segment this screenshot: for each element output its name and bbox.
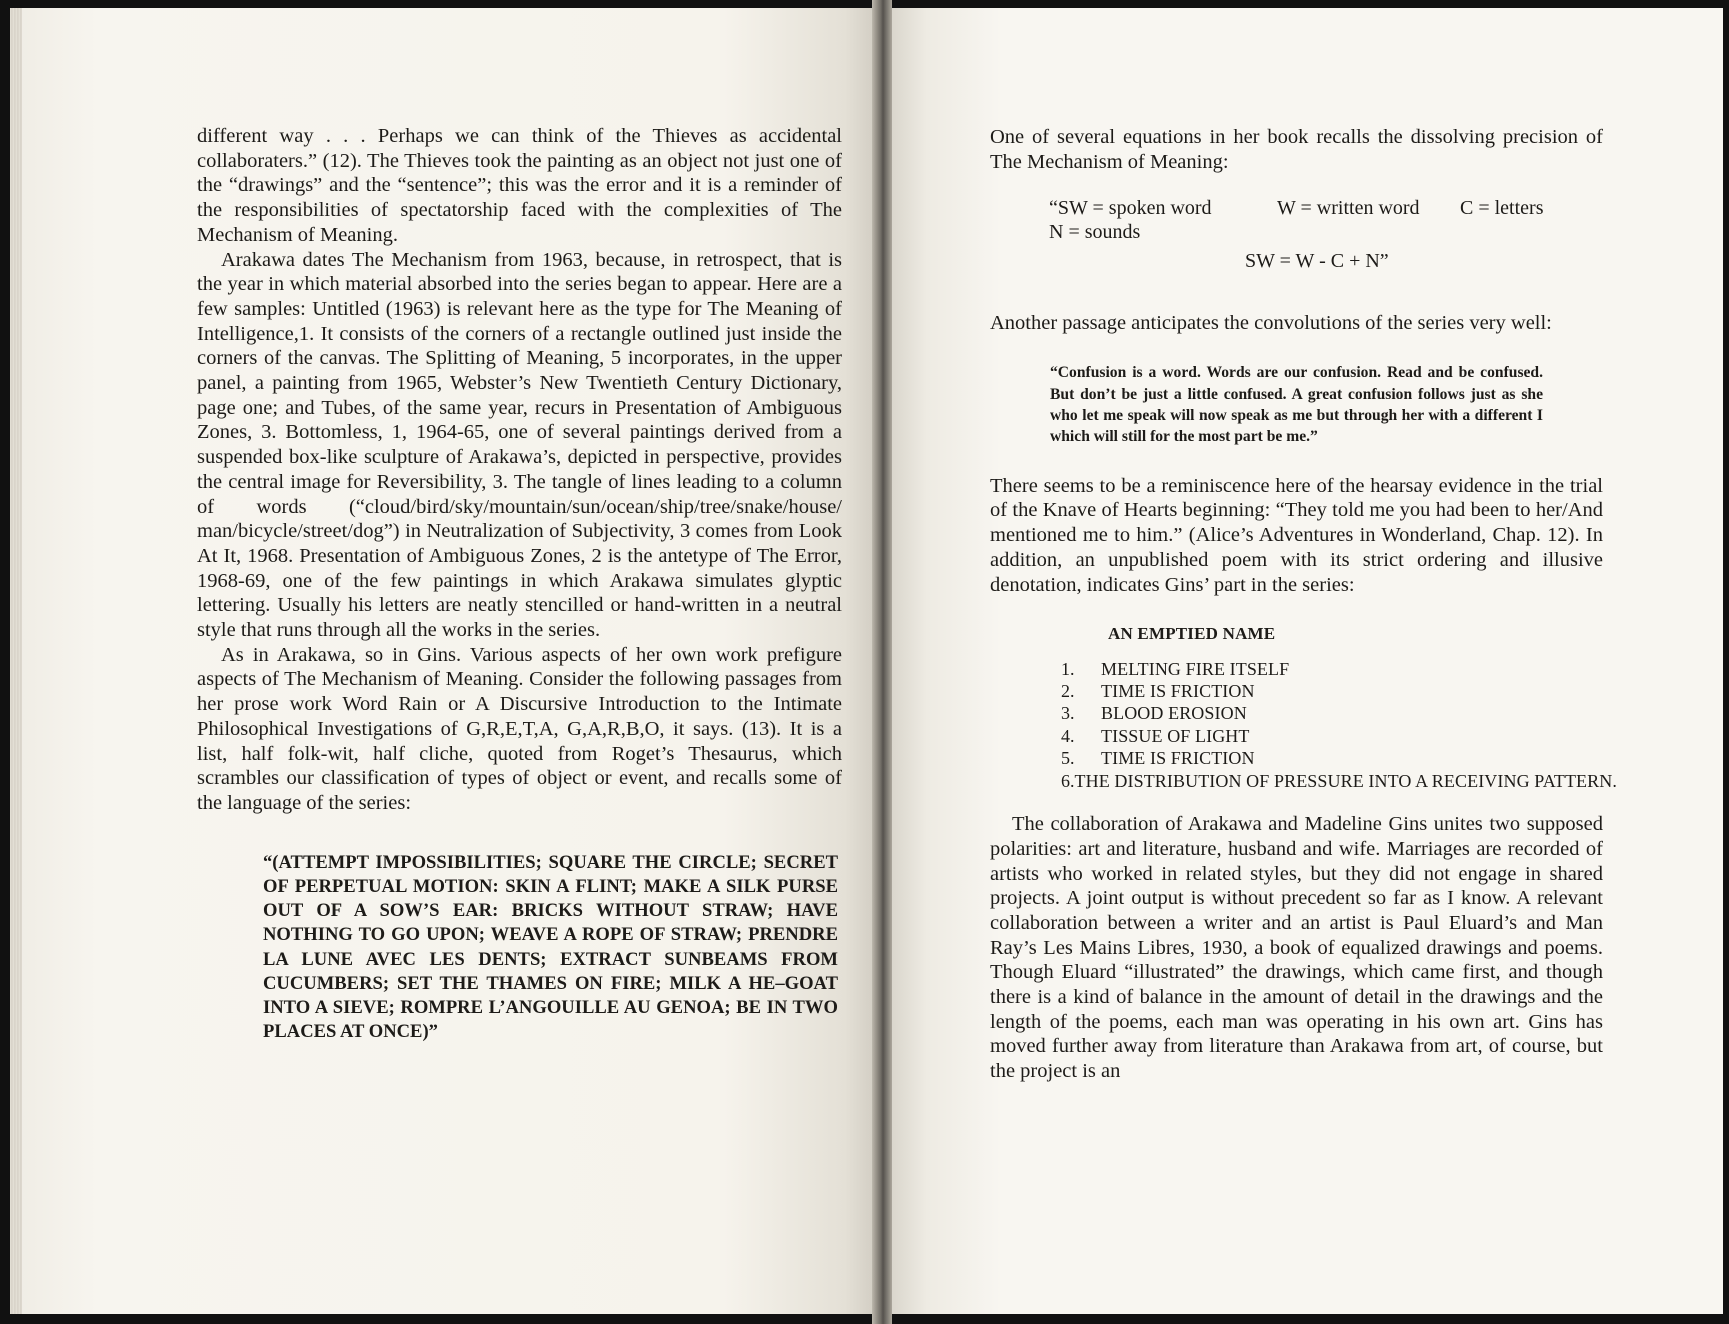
poem-line — [990, 770, 1617, 792]
equation-c: C = letters — [1460, 197, 1544, 220]
equation-n: N = sounds — [1049, 221, 1141, 244]
right-page — [885, 8, 1723, 1314]
page-stack-edge — [10, 8, 22, 1314]
left-paragraph-2: Arakawa dates The Mechanism from 1963, because, in retrospect, that is the year in which material absorbed into the series began to appear. Here are a few samples: Untitled (1963) is relevant here as the type for The Meaning of Intelligence,1. It consists of the corners of a rectangle outlined just inside the corners of the canvas. The Splitting of Meaning, 5 incorporates, in the upper panel, a painting from 1965, Webster’s New Twentieth Century Dictionary, page one; and Tubes, of the same year, recurs in Presentation of Ambiguous Zones, 3. Bottomless, 1, 1964-65, one of several paintings derived from a suspended box-like sculpture of Arakawa’s, depicted in perspective, provides the central image for Reversibility, 3. The tangle of lines leading to a column of words (“cloud/bird/sky/mountain/sun/ocean/ship/tree/snake/house/ man/bicycle/street/dog”) in Neutralization of Subjectivity, 3 comes from Look At It, 1968. Presentation of Ambiguous Zones, 2 is the antetype of The Error, 1968-69, one of the few paintings in which Arakawa simulates glyptic lettering. Usually his letters are neatly stencilled or hand-written in a neutral style that runs through all the works in the series. — [197, 248, 842, 642]
left-paragraph-3: As in Arakawa, so in Gins. Various aspects of her own work prefigure aspects of The Mechanism of Meaning. Consider the following passages from her prose work Word Rain or A Discursive Introduction to the Intimate Philosophical Investigations of G,R,E,T,A, G,A,R,B,O, it says. (13). It is a list, half folk-wit, half cliche, quoted from Roget’s Thesaurus, which scrambles our classification of types of object or event, and recalls some of the language of the series: — [197, 643, 842, 814]
right-block-quote: “Confusion is a word. Words are our confusion. Read and be confused. But don’t be just a little confused. A great confusion follows just as she who let me speak will now speak as me but through her with a different I which will still for the most part be me.” — [1050, 364, 1543, 446]
equation-w: W = written word — [1277, 197, 1420, 220]
equation-sw: “SW = spoken word — [1049, 197, 1212, 220]
left-page-text — [197, 124, 842, 1044]
poem-line-text: BLOOD EROSION — [1101, 703, 1247, 724]
poem-line-number: 1. — [1061, 658, 1075, 679]
poem-title: AN EMPTIED NAME — [1108, 624, 1276, 644]
book-gutter — [872, 0, 892, 1324]
poem-line-text: TIME IS FRICTION — [1101, 748, 1255, 769]
left-page — [10, 8, 880, 1314]
equation-definitions — [1049, 196, 1544, 221]
right-paragraph-3: There seems to be a reminiscence here of the hearsay evidence in the trial of the Knave of Hearts beginning: “They told me you had been to her/And mentioned me to him.” (Alice’s Adventures in Wonderland, Chap. 12). In addition, an unpublished poem with its strict ordering and illusive denotation, indicates Gins’ part in the series: — [990, 474, 1603, 596]
poem — [990, 623, 1617, 792]
poem-line-text: TIME IS FRICTION — [1101, 681, 1255, 702]
poem-line-text: THE DISTRIBUTION OF PRESSURE INTO A RECEIVING PATTERN. — [1074, 770, 1617, 791]
equation-block — [990, 196, 1603, 291]
poem-line — [990, 747, 1603, 769]
poem-line-number: 3. — [1061, 703, 1075, 724]
right-paragraph-2: Another passage anticipates the convolutions of the series very well: — [990, 312, 1552, 335]
poem-line-text: MELTING FIRE ITSELF — [1101, 658, 1290, 679]
poem-line-number: 5. — [1061, 748, 1075, 769]
poem-line — [990, 702, 1603, 724]
right-intro-paragraph: One of several equations in her book recalls the dissolving precision of The Mechanism of Meaning: — [990, 126, 1603, 173]
right-page-text — [990, 125, 1617, 1084]
right-paragraph-4: The collaboration of Arakawa and Madeline Gins unites two supposed polarities: art and literature, husband and wife. Marriages are recorded of artists who worked in related styles, but they did not engage in shared projects. A joint output is without precedent so far as I know. A relevant collaboration between a writer and an artist is Paul Eluard’s and Man Ray’s Les Mains Libres, 1930, a book of equalized drawings and poems. Though Eluard “illustrated” the drawings, which came first, and though there is a kind of balance in the amount of detail in the drawings and the length of the poems, each man was operating in his own art. Gins has moved further away from literature than Arakawa from art, of course, but the project is an — [990, 813, 1603, 1083]
poem-line — [990, 658, 1603, 680]
poem-line — [990, 680, 1603, 702]
poem-line-text: TISSUE OF LIGHT — [1101, 725, 1250, 746]
left-block-quote: “(ATTEMPT IMPOSSIBILITIES; SQUARE THE CIRCLE; SECRET OF PERPETUAL MOTION: SKIN A FLINT; MAKE A SILK PURSE OUT OF A SOW’S EAR: BRICKS WITHOUT STRAW; HAVE NOTHING TO GO UPON; WEAVE A ROPE OF STRAW; PRENDRE LA LUNE AVEC LES DENTS; EXTRACT SUNBEAMS FROM CUCUMBERS; SET THE THAMES ON FIRE; MILK A HE–GOAT INTO A SIEVE; ROMPRE L’ANGOUILLE AU GENOA; BE IN TWO PLACES AT ONCE)” — [263, 851, 838, 1043]
left-paragraph-1: different way . . . Perhaps we can think of the Thieves as accidental collaboraters.” (12). The Thieves took the painting as an object not just one of the “drawings” and the “sentence”; this was the error and it is a reminder of the responsibilities of spectatorship faced with the complexities of The Mechanism of Meaning. — [197, 125, 842, 246]
poem-line-number: 6. — [1061, 770, 1075, 791]
equation-formula: SW = W - C + N” — [1245, 250, 1389, 273]
poem-line — [990, 725, 1603, 747]
poem-line-number: 4. — [1061, 725, 1075, 746]
poem-line-number: 2. — [1061, 681, 1075, 702]
